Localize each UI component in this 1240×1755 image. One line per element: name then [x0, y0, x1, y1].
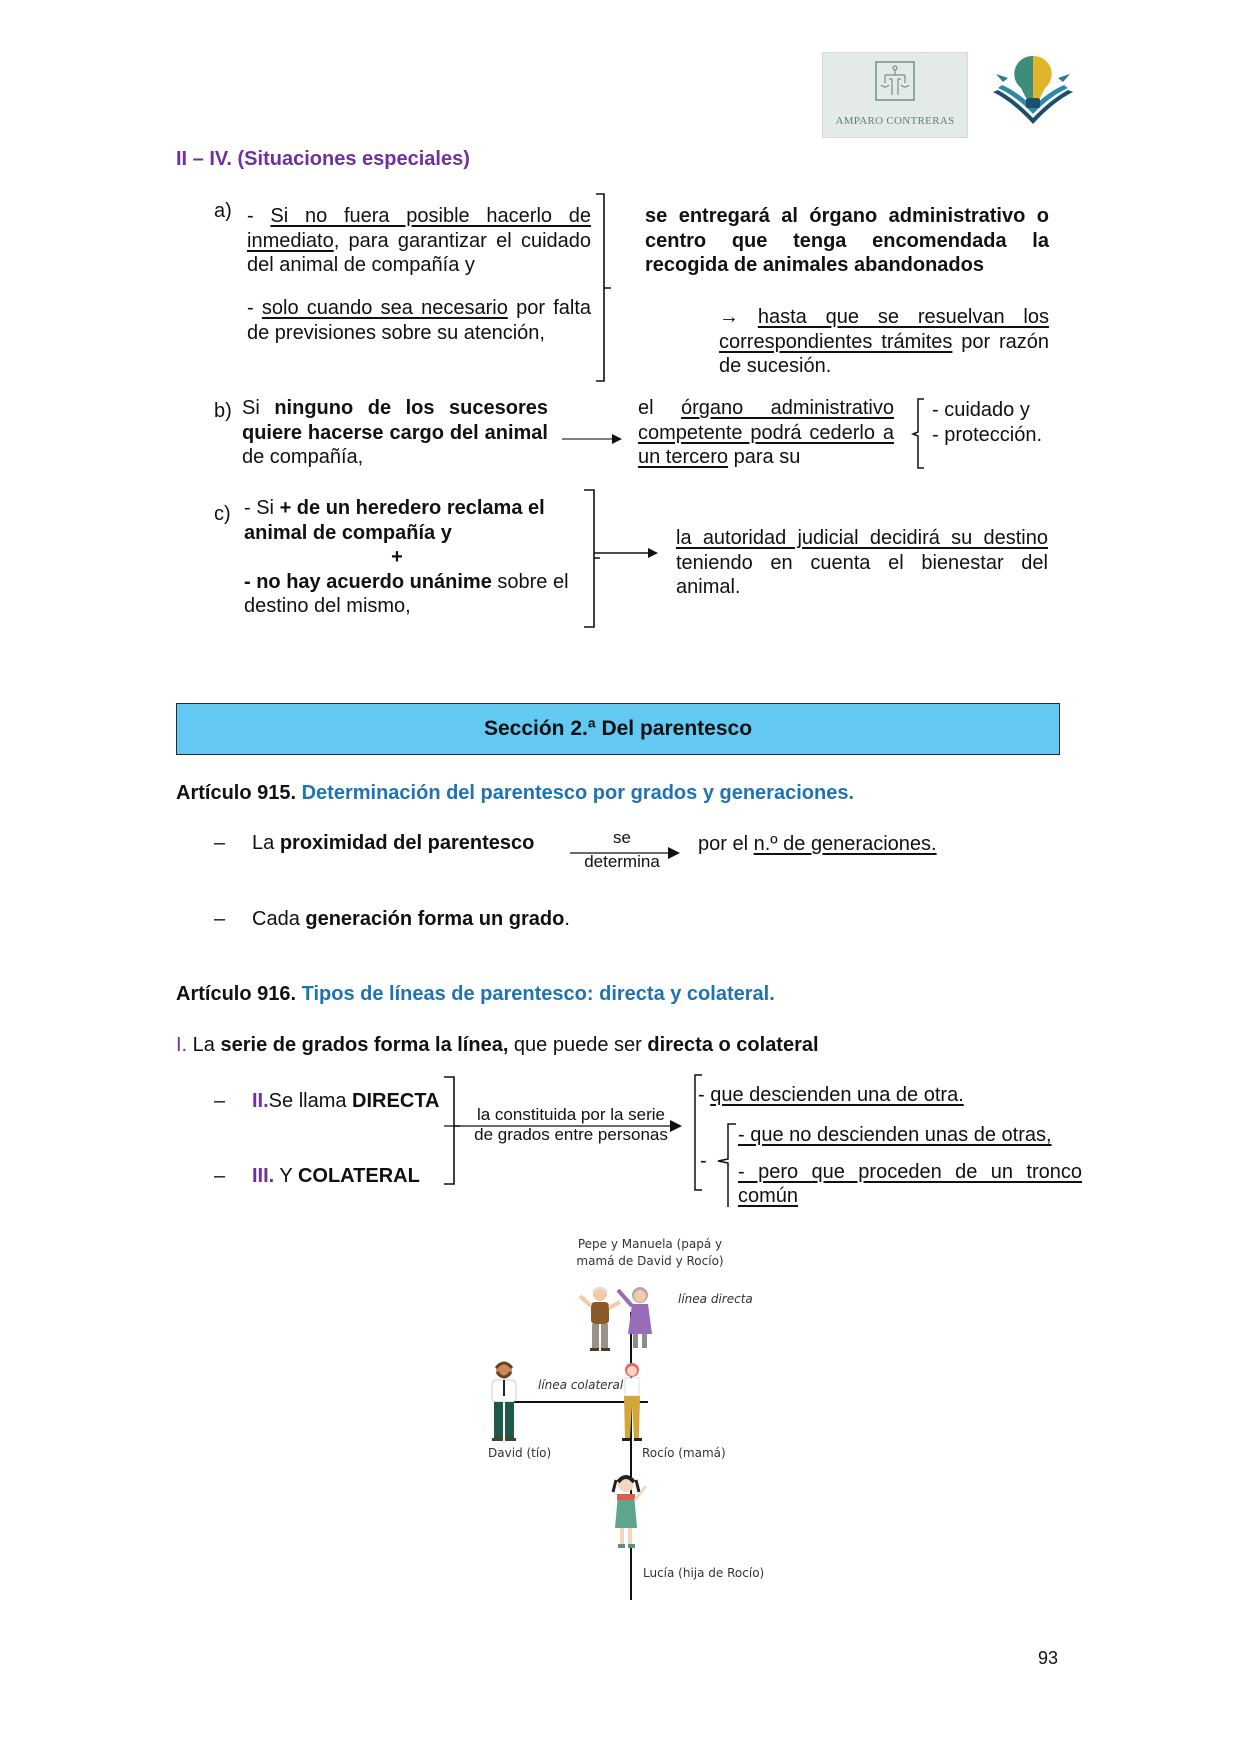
item-c-result: la autoridad judicial decidirá su destino teniendo en cuenta el bienestar del animal. — [676, 527, 1048, 598]
item-a-condition-2: - solo cuando sea necesario por falta de previsiones sobre su atención, — [247, 297, 591, 344]
uncle-label: David (tío) — [488, 1446, 552, 1460]
direct-line — [630, 1312, 632, 1600]
item-b-arrow-icon — [562, 432, 624, 446]
page-number: 93 — [1038, 1648, 1059, 1668]
item-c-condition: - Si + de un heredero reclama el animal de compañía y + - no hay acuerdo unánime sobre el destino del mismo, — [244, 497, 569, 617]
lightbulb-book-icon — [988, 52, 1078, 132]
grandmother-figure-icon — [616, 1286, 660, 1352]
art916-colateral: – III. Y COLATERAL — [214, 1165, 420, 1187]
scales-circuit-icon — [875, 61, 915, 101]
item-a-condition-1: - Si no fuera posible hacerlo de inmediato, para garantizar el cuidado del animal de compañía y — [247, 205, 592, 276]
mother-label: Rocío (mamá) — [642, 1446, 726, 1460]
item-c-bracket — [584, 489, 664, 629]
art916-right-1: - que descienden una de otra. — [698, 1084, 964, 1106]
item-a-until: → hasta que se resuelvan los correspondientes trámites por razón de sucesión. — [719, 306, 1049, 377]
uncle-figure-icon — [484, 1360, 524, 1442]
item-a-label: a) — [214, 200, 232, 222]
special-situations-title: II – IV. (Situaciones especiales) — [176, 148, 470, 170]
item-b-options — [932, 398, 1042, 447]
child-label: Lucía (hija de Rocío) — [643, 1566, 765, 1580]
art916-inner-brace — [716, 1123, 738, 1209]
item-b-condition: Si ninguno de los sucesores quiere hacerse cargo del animal de compañía, — [242, 397, 548, 468]
art915-item-1-result: por el n.º de generaciones. — [698, 833, 937, 855]
direct-line-label: línea directa — [678, 1292, 753, 1306]
option-cuidado: - cuidado y — [932, 399, 1030, 421]
logo-text: AMPARO CONTRERAS — [835, 115, 955, 127]
determina-arrow: se determina — [570, 828, 682, 874]
collateral-line-label: línea colateral — [538, 1378, 624, 1392]
item-a-result: se entregará al órgano administrativo o centro que tenga encomendada la recogida de animales abandonados — [645, 205, 1049, 276]
art916-right-2: - que no descienden unas de otras, - pero que proceden de un tronco común — [738, 1124, 1082, 1207]
art916-middle-label: la constituida por la serie de grados entre personas — [474, 1105, 668, 1144]
section-banner: Sección 2.ª Del parentesco — [176, 703, 1060, 755]
art916-intro: I. La serie de grados forma la línea, que puede ser directa o colateral — [176, 1034, 819, 1056]
family-diagram — [460, 1230, 780, 1610]
item-b-label: b) — [214, 400, 232, 422]
mother-figure-icon — [616, 1360, 648, 1442]
item-b-result: el órgano administrativo competente podrá cederlo a un tercero para su — [638, 397, 894, 468]
art916-directa: – II.Se llama DIRECTA — [214, 1090, 440, 1112]
article-916-heading: Artículo 916. Tipos de líneas de parentesco: directa y colateral. — [176, 983, 775, 1005]
art915-item-1: – La proximidad del parentesco — [214, 832, 535, 854]
item-b-brace — [912, 398, 928, 470]
article-915-heading: Artículo 915. Determinación del parentesco por grados y generaciones. — [176, 782, 855, 804]
art915-item-2: – Cada generación forma un grado. — [214, 908, 570, 930]
arrow-right-icon: → — [719, 306, 739, 328]
item-c-label: c) — [214, 503, 231, 525]
child-figure-icon — [610, 1470, 654, 1554]
amparo-contreras-logo — [822, 52, 968, 138]
grandparents-label: Pepe y Manuela (papá y mamá de David y Rocío) — [576, 1237, 724, 1268]
art916-right-2-dash: - — [700, 1150, 707, 1172]
option-proteccion: - protección. — [932, 423, 1043, 446]
item-a-bracket — [596, 193, 616, 383]
